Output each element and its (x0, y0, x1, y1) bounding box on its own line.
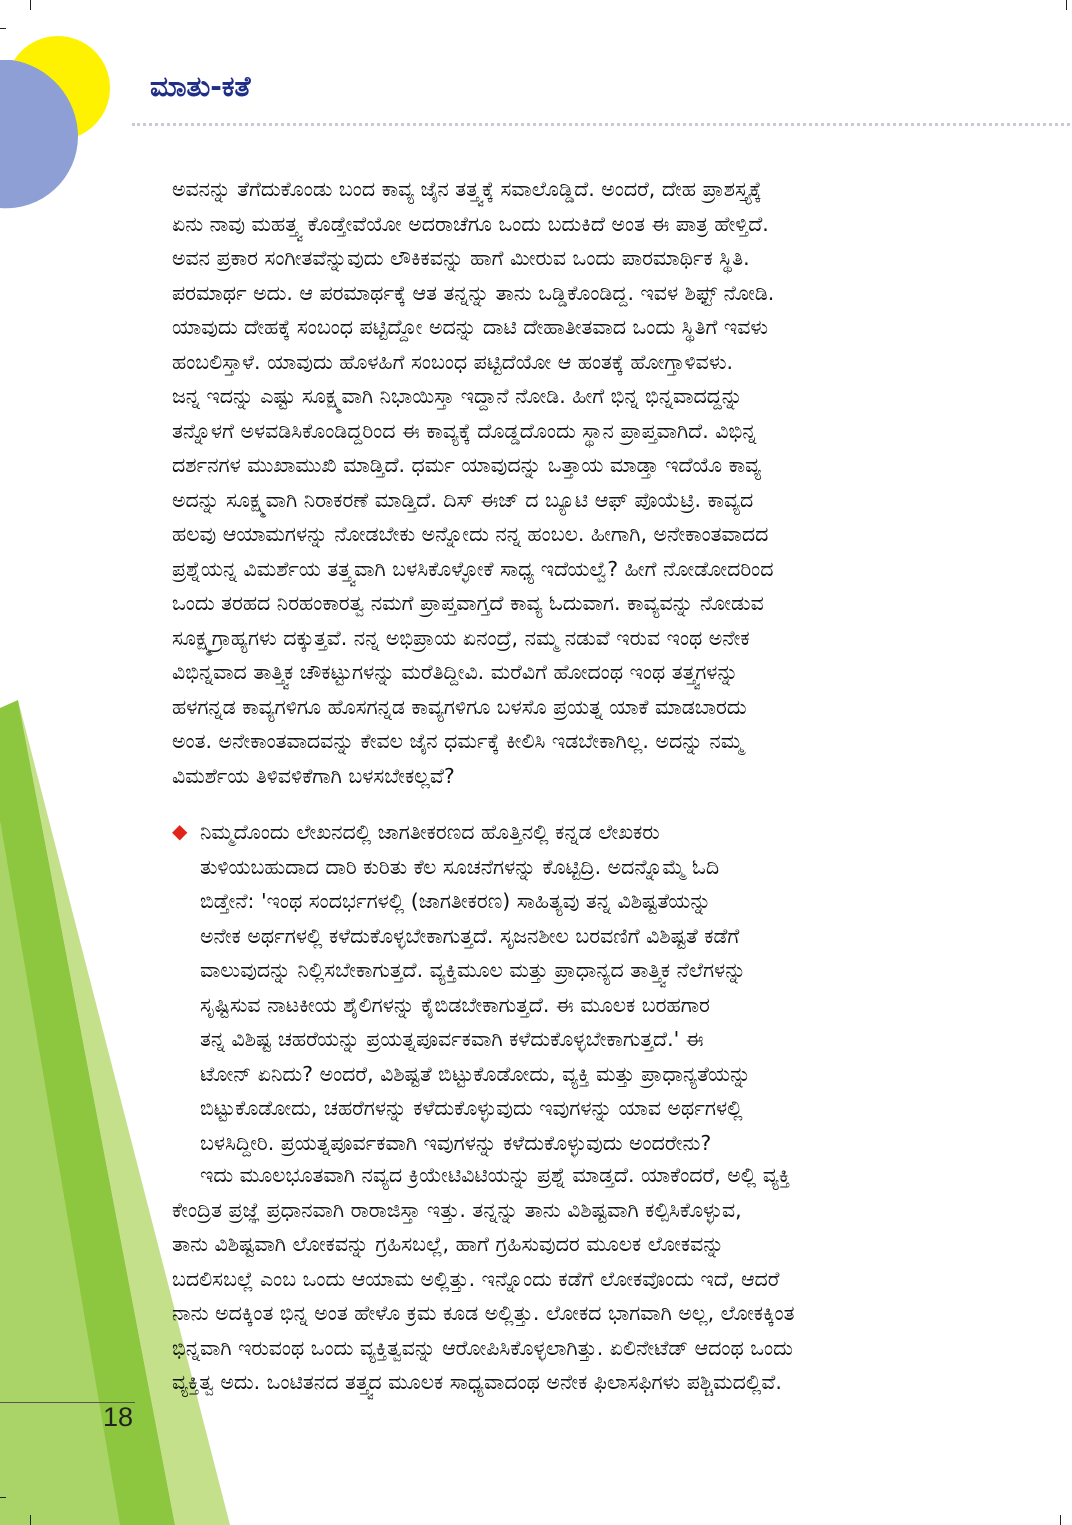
text-line: ತಾನು ವಿಶಿಷ್ಟವಾಗಿ ಲೋಕವನ್ನು ಗ್ರಹಿಸಬಲ್ಲೆ, ಹಾಗೆ ಗ್ರಹಿಸುವುದರ ಮೂಲಕ ಲೋಕವನ್ನು (172, 1232, 724, 1256)
crop-mark (1066, 0, 1067, 10)
text-line: ಅಂತ. ಅನೇಕಾಂತವಾದವನ್ನು ಕೇವಲ ಜೈನ ಧರ್ಮಕ್ಕೆ ಕೀಲಿಸಿ ಇಡಬೇಕಾಗಿಲ್ಲ. ಅದನ್ನು ನಮ್ಮ (172, 729, 744, 753)
text-line: ವಿಮರ್ಶೆಯ ತಿಳಿವಳಿಕೆಗಾಗಿ ಬಳಸಬೇಕಲ್ಲವೆ? (172, 763, 455, 788)
text-line: ಏನು ನಾವು ಮಹತ್ತ್ವ ಕೊಡ್ತೇವೆಯೋ ಅದರಾಚೆಗೂ ಒಂದು ಬದುಕಿದೆ ಅಂತ ಈ ಪಾತ್ರ ಹೇಳ್ತಿದೆ. (172, 211, 769, 236)
text-line: ವಿಭಿನ್ನವಾದ ತಾತ್ತ್ವಿಕ ಚೌಕಟ್ಟುಗಳನ್ನು ಮರೆತಿದ್ದೀವಿ. ಮರೆವಿಗೆ ಹೋದಂಥ ಇಂಥ ತತ್ತ್ವಗಳನ್ನು (172, 660, 739, 684)
text-line: ಜನ್ನ ಇದನ್ನು ಎಷ್ಟು ಸೂಕ್ಷ್ಮವಾಗಿ ನಿಭಾಯಿಸ್ತಾ ಇದ್ದಾನೆ ನೋಡಿ. ಹೀಗೆ ಭಿನ್ನ ಭಿನ್ನವಾದದ್ದನ್ನು (172, 384, 743, 408)
body-paragraph-2 (172, 1158, 947, 1400)
text-line: ಸೂಕ್ಷ್ಮಗ್ರಾಹ್ಯಗಳು ದಕ್ಕುತ್ತವೆ. ನನ್ನ ಅಭಿಪ್ರಾಯ ಏನಂದ್ರೆ, ನಮ್ಮ ನಡುವೆ ಇರುವ ಇಂಥ ಅನೇಕ (172, 625, 750, 650)
crop-mark (0, 1497, 6, 1498)
text-line: ಇದು ಮೂಲಭೂತವಾಗಿ ನವ್ಯದ ಕ್ರಿಯೇಟಿವಿಟಿಯನ್ನು ಪ್ರಶ್ನೆ ಮಾಡ್ತದೆ. ಯಾಕೆಂದರೆ, ಅಲ್ಲಿ ವ್ಯಕ್ತಿ (200, 1163, 791, 1187)
text-line: ತನ್ನ ವಿಶಿಷ್ಟ ಚಹರೆಯನ್ನು ಪ್ರಯತ್ನಪೂರ್ವಕವಾಗಿ ಕಳೆದುಕೊಳ್ಳಬೇಕಾಗುತ್ತದೆ.' ಈ (200, 1027, 704, 1051)
crop-mark (30, 1515, 31, 1525)
text-line: ಬದಲಿಸಬಲ್ಲೆ ಎಂಬ ಒಂದು ಆಯಾಮ ಅಲ್ಲಿತ್ತು. ಇನ್ನೊಂದು ಕಡೆಗೆ ಲೋಕವೊಂದು ಇದೆ, ಆದರೆ (172, 1266, 780, 1291)
crop-mark (0, 28, 6, 29)
text-line: ವಾಲುವುದನ್ನು ನಿಲ್ಲಿಸಬೇಕಾಗುತ್ತದೆ. ವ್ಯಕ್ತಿಮೂಲ ಮತ್ತು ಪ್ರಾಧಾನ್ಯದ ತಾತ್ತ್ವಿಕ ನೆಲೆಗಳನ್ನು (200, 958, 746, 982)
text-line: ಬಳಸಿದ್ದೀರಿ. ಪ್ರಯತ್ನಪೂರ್ವಕವಾಗಿ ಇವುಗಳನ್ನು ಕಳೆದುಕೊಳ್ಳುವುದು ಅಂದರೇನು? (200, 1130, 712, 1155)
text-line: ಯಾವುದು ದೇಹಕ್ಕೆ ಸಂಬಂಧ ಪಟ್ಟಿದ್ದೋ ಅದನ್ನು ದಾಟಿ ದೇಹಾತೀತವಾದ ಒಂದು ಸ್ಥಿತಿಗೆ ಇವಳು (172, 315, 769, 339)
text-line: ಹಳಗನ್ನಡ ಕಾವ್ಯಗಳಿಗೂ ಹೊಸಗನ್ನಡ ಕಾವ್ಯಗಳಿಗೂ ಬಳಸೊ ಪ್ರಯತ್ನ ಯಾಕೆ ಮಾಡಬಾರದು (172, 694, 747, 719)
text-line: ತನ್ನೊಳಗೆ ಅಳವಡಿಸಿಕೊಂಡಿದ್ದರಿಂದ ಈ ಕಾವ್ಯಕ್ಕೆ ದೊಡ್ಡದೊಂದು ಸ್ಥಾನ ಪ್ರಾಪ್ತವಾಗಿದೆ. ವಿಭಿನ್ನ (172, 418, 757, 443)
text-line: ಪ್ರಶ್ನೆಯನ್ನ ವಿಮರ್ಶೆಯ ತತ್ತ್ವವಾಗಿ ಬಳಸಿಕೊಳ್ಳೋಕೆ ಸಾಧ್ಯ ಇದೆಯಲ್ವೆ? ಹೀಗೆ ನೋಡೋದರಿಂದ (172, 556, 774, 581)
question-text (200, 815, 950, 1160)
text-line: ಬಿಡ್ತೇನೆ: 'ಇಂಥ ಸಂದರ್ಭಗಳಲ್ಲಿ (ಜಾಗತೀಕರಣ) ಸಾಹಿತ್ಯವು ತನ್ನ ವಿಶಿಷ್ಟತೆಯನ್ನು (200, 889, 712, 913)
text-line: ಅವನ ಪ್ರಕಾರ ಸಂಗೀತವೆನ್ನುವುದು ಲೌಕಿಕವನ್ನು ಹಾಗೆ ಮೀರುವ ಒಂದು ಪಾರಮಾರ್ಥಿಕ ಸ್ಥಿತಿ. (172, 246, 750, 270)
text-line: ತುಳಿಯಬಹುದಾದ ದಾರಿ ಕುರಿತು ಕೆಲ ಸೂಚನೆಗಳನ್ನು ಕೊಟ್ಟಿದ್ರಿ. ಅದನ್ನೊಮ್ಮೆ ಓದಿ (200, 854, 720, 879)
text-line: ಭಿನ್ನವಾಗಿ ಇರುವಂಥ ಒಂದು ವ್ಯಕ್ತಿತ್ವವನ್ನು ಆರೋಪಿಸಿಕೊಳ್ಳಲಾಗಿತ್ತು. ಏಲಿನೇಟೆಡ್ ಆದಂಥ ಒಂದು (172, 1335, 793, 1360)
text-line: ಅನೇಕ ಅರ್ಥಗಳಲ್ಲಿ ಕಳೆದುಕೊಳ್ಳಬೇಕಾಗುತ್ತದೆ. ಸೃಜನಶೀಲ ಬರವಣಿಗೆ ವಿಶಿಷ್ಟತೆ ಕಡೆಗೆ (200, 923, 740, 948)
crop-mark (30, 0, 31, 10)
text-line: ನಿಮ್ಮದೊಂದು ಲೇಖನದಲ್ಲಿ ಜಾಗತೀಕರಣದ ಹೊತ್ತಿನಲ್ಲಿ ಕನ್ನಡ ಲೇಖಕರು (200, 820, 660, 844)
text-line: ಸೃಷ್ಟಿಸುವ ನಾಟಕೀಯ ಶೈಲಿಗಳನ್ನು ಕೈಬಿಡಬೇಕಾಗುತ್ತದೆ. ಈ ಮೂಲಕ ಬರಹಗಾರ (200, 992, 710, 1017)
text-line: ಹಲವು ಆಯಾಮಗಳನ್ನು ನೋಡಬೇಕು ಅನ್ನೋದು ನನ್ನ ಹಂಬಲ. ಹೀಗಾಗಿ, ಅನೇಕಾಂತವಾದದ (172, 522, 769, 546)
text-line: ಅವನನ್ನು ತೆಗೆದುಕೊಂಡು ಬಂದ ಕಾವ್ಯ ಜೈನ ತತ್ತ್ವಕ್ಕೆ ಸವಾಲೊಡ್ಡಿದೆ. ಅಂದರೆ, ದೇಹ ಪ್ರಾಶಸ್ತ್ಯಕ್ಕೆ (172, 177, 762, 201)
text-line: ಪರಮಾರ್ಥ ಅದು. ಆ ಪರಮಾರ್ಥಕ್ಕೆ ಆತ ತನ್ನನ್ನು ತಾನು ಒಡ್ಡಿಕೊಂಡಿದ್ದ. ಇವಳ ಶಿಫ್ಟ್ ನೋಡಿ. (172, 280, 775, 305)
text-line: ನಾನು ಅದಕ್ಕಿಂತ ಭಿನ್ನ ಅಂತ ಹೇಳೊ ಕ್ರಮ ಕೂಡ ಅಲ್ಲಿತ್ತು. ಲೋಕದ ಭಾಗವಾಗಿ ಅಲ್ಲ, ಲೋಕಕ್ಕಿಂತ (172, 1301, 795, 1325)
crop-mark (1060, 1515, 1061, 1525)
text-line: ದರ್ಶನಗಳ ಮುಖಾಮುಖಿ ಮಾಡ್ತಿದೆ. ಧರ್ಮ ಯಾವುದನ್ನು ಒತ್ತಾಯ ಮಾಡ್ತಾ ಇದೆಯೊ ಕಾವ್ಯ (172, 453, 762, 477)
text-line: ವ್ಯಕ್ತಿತ್ವ ಅದು. ಒಂಟಿತನದ ತತ್ತ್ವದ ಮೂಲಕ ಸಾಧ್ಯವಾದಂಥ ಅನೇಕ ಫಿಲಾಸಫಿಗಳು ಪಶ್ಚಿಮದಲ್ಲಿವೆ. (172, 1370, 782, 1394)
red-diamond-bullet-icon: ◆ (172, 819, 188, 843)
text-line: ಒಂದು ತರಹದ ನಿರಹಂಕಾರತ್ವ ನಮಗೆ ಪ್ರಾಪ್ತವಾಗ್ತದೆ ಕಾವ್ಯ ಓದುವಾಗ. ಕಾವ್ಯವನ್ನು ನೋಡುವ (172, 591, 764, 615)
text-line: ಟೋನ್ ಏನಿದು? ಅಂದರೆ, ವಿಶಿಷ್ಟತೆ ಬಿಟ್ಟುಕೊಡೋದು, ವ್ಯಕ್ತಿ ಮತ್ತು ಪ್ರಾಧಾನ್ಯತೆಯನ್ನು (200, 1061, 751, 1086)
header-dotted-rule (132, 123, 1070, 126)
section-title: ಮಾತು-ಕತೆ (150, 70, 251, 103)
text-line: ಕೇಂದ್ರಿತ ಪ್ರಜ್ಞೆ ಪ್ರಧಾನವಾಗಿ ರಾರಾಜಿಸ್ತಾ ಇತ್ತು. ತನ್ನನ್ನು ತಾನು ವಿಶಿಷ್ಟವಾಗಿ ಕಲ್ಪಿಸಿಕೊಳ್ಳುವ, (172, 1197, 742, 1222)
page-number: 18 (103, 1402, 134, 1432)
text-line: ಹಂಬಲಿಸ್ತಾಳೆ. ಯಾವುದು ಹೊಳಹಿಗೆ ಸಂಬಂಧ ಪಟ್ಟಿದೆಯೋ ಆ ಹಂತಕ್ಕೆ ಹೋಗ್ತಾಳಿವಳು. (172, 349, 733, 374)
body-paragraph-1 (172, 172, 947, 793)
text-line: ಬಿಟ್ಟುಕೊಡೋದು, ಚಹರೆಗಳನ್ನು ಕಳೆದುಕೊಳ್ಳುವುದು ಇವುಗಳನ್ನು ಯಾವ ಅರ್ಥಗಳಲ್ಲಿ (200, 1096, 743, 1120)
text-line: ಅದನ್ನು ಸೂಕ್ಷ್ಮವಾಗಿ ನಿರಾಕರಣೆ ಮಾಡ್ತಿದೆ. ದಿಸ್ ಈಜ್ ದ ಬ್ಯೂಟಿ ಆಫ್ ಪೊಯೆಟ್ರಿ. ಕಾವ್ಯದ (172, 487, 754, 512)
